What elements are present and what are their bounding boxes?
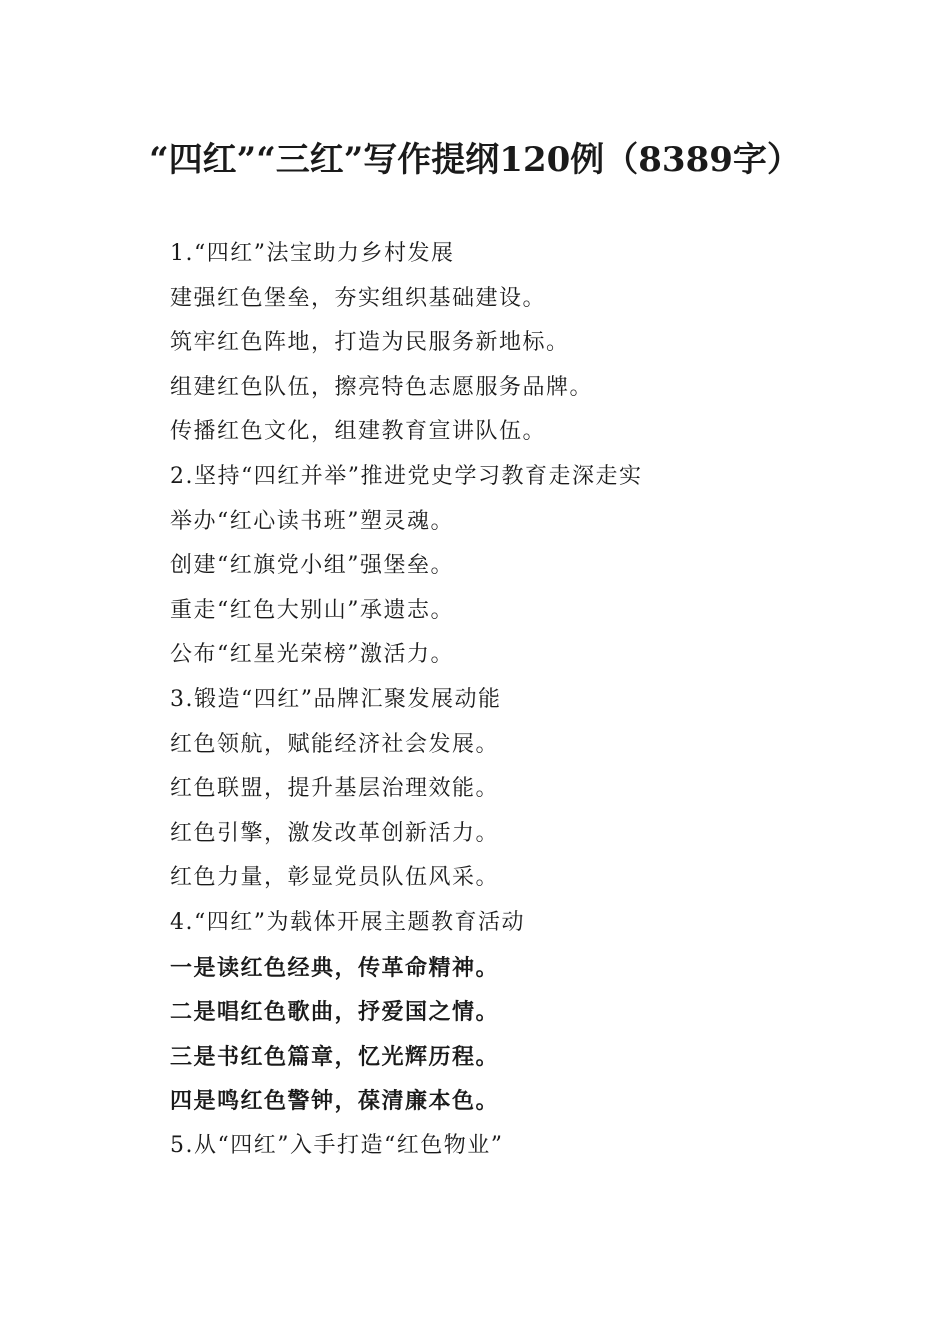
outline-item: 红色联盟，提升基层治理效能。 (170, 776, 500, 802)
outline-item: 传播红色文化，组建教育宣讲队伍。 (170, 419, 547, 445)
document-title: “四红”“三红”写作提纲120例（8389字） (149, 140, 801, 180)
outline-item: 重走“红色大别山”承遗志。 (170, 597, 454, 623)
section-heading: 4.“四红”为载体开展主题教育活动 (170, 909, 525, 935)
outline-item: 筑牢红色阵地，打造为民服务新地标。 (170, 330, 570, 356)
outline-item: 创建“红旗党小组”强堡垒。 (170, 553, 454, 579)
outline-item: 红色领航，赋能经济社会发展。 (170, 731, 500, 757)
outline-item: 建强红色堡垒，夯实组织基础建设。 (170, 285, 547, 311)
section-heading: 2.坚持“四红并举”推进党史学习教育走深走实 (170, 463, 643, 489)
section-heading: 3.锻造“四红”品牌汇聚发展动能 (170, 686, 502, 712)
outline-item-bold: 一是读红色经典，传革命精神。 (170, 954, 500, 981)
outline-item-bold: 四是鸣红色警钟，葆清廉本色。 (170, 1088, 500, 1115)
section-heading: 5.从“四红”入手打造“红色物业” (170, 1132, 504, 1158)
outline-item-bold: 三是书红色篇章，忆光辉历程。 (170, 1043, 500, 1070)
outline-item: 组建红色队伍，擦亮特色志愿服务品牌。 (170, 374, 594, 400)
outline-item: 红色力量，彰显党员队伍风采。 (170, 865, 500, 891)
outline-item: 公布“红星光荣榜”激活力。 (170, 642, 454, 668)
section-heading: 1.“四红”法宝助力乡村发展 (170, 241, 455, 266)
outline-item: 红色引擎，激发改革创新活力。 (170, 820, 500, 846)
document-body (170, 232, 870, 1168)
outline-item: 举办“红心读书班”塑灵魂。 (170, 508, 454, 534)
outline-item-bold: 二是唱红色歌曲，抒爱国之情。 (170, 999, 500, 1026)
